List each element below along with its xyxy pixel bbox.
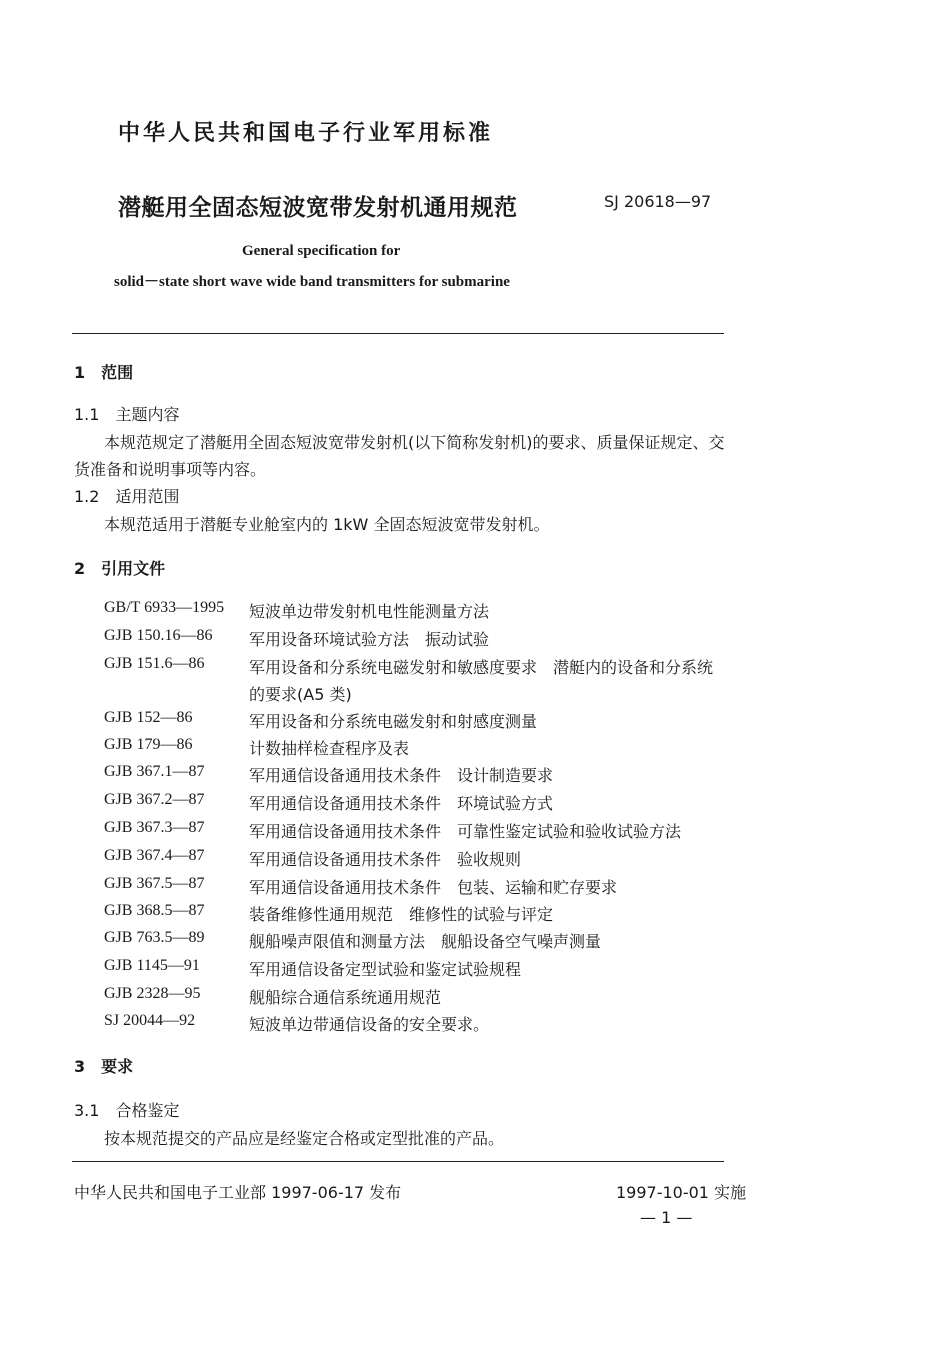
reference-title: 军用设备环境试验方法 振动试验 xyxy=(249,630,490,649)
reference-code: GJB 367.1—87 xyxy=(104,763,205,780)
reference-code: GJB 152—86 xyxy=(104,709,193,726)
reference-title: 短波单边带发射机电性能测量方法 xyxy=(249,602,490,621)
effective-date: 1997-10-01 实施 xyxy=(616,1183,747,1202)
reference-title: 军用通信设备通用技术条件 可靠性鉴定试验和验收试验方法 xyxy=(249,822,682,841)
section-1-1-heading: 1.1 主题内容 xyxy=(74,405,180,424)
reference-title-continued: 的要求(A5 类) xyxy=(249,685,352,704)
reference-title: 短波单边带通信设备的安全要求。 xyxy=(249,1015,490,1034)
reference-code: GB/T 6933—1995 xyxy=(104,599,225,616)
reference-title: 军用设备和分系统电磁发射和敏感度要求 潜艇内的设备和分系统 xyxy=(249,658,714,677)
standard-category: 中华人民共和国电子行业军用标准 xyxy=(118,121,494,146)
section-1-2-heading: 1.2 适用范围 xyxy=(74,487,180,506)
english-title-line1: General specification for xyxy=(242,243,401,259)
reference-code: GJB 151.6—86 xyxy=(104,655,205,672)
reference-code: GJB 367.5—87 xyxy=(104,875,205,892)
section-1-1-paragraph-line2: 货准备和说明事项等内容。 xyxy=(74,460,267,479)
reference-title: 舰船噪声限值和测量方法 舰船设备空气噪声测量 xyxy=(249,932,602,951)
header-divider xyxy=(72,333,724,334)
reference-code: GJB 367.3—87 xyxy=(104,819,205,836)
page-number: — 1 — xyxy=(640,1208,693,1227)
reference-code: SJ 20044—92 xyxy=(104,1012,196,1029)
section-2-heading: 2 引用文件 xyxy=(74,559,166,578)
section-1-heading: 1 范围 xyxy=(74,363,134,382)
document-title: 潜艇用全固态短波宽带发射机通用规范 xyxy=(118,195,518,221)
reference-code: GJB 179—86 xyxy=(104,736,193,753)
section-3-1-heading: 3.1 合格鉴定 xyxy=(74,1101,180,1120)
reference-code: GJB 2328—95 xyxy=(104,985,201,1002)
reference-code: GJB 367.4—87 xyxy=(104,847,205,864)
reference-code: GJB 763.5—89 xyxy=(104,929,205,946)
section-1-1-paragraph-line1: 本规范规定了潜艇用全固态短波宽带发射机(以下简称发射机)的要求、质量保证规定、交 xyxy=(104,433,725,452)
standard-number: SJ 20618—97 xyxy=(604,192,712,211)
section-1-2-paragraph: 本规范适用于潜艇专业舱室内的 1kW 全固态短波宽带发射机。 xyxy=(104,515,550,534)
reference-code: GJB 367.2—87 xyxy=(104,791,205,808)
issue-date: 中华人民共和国电子工业部 1997-06-17 发布 xyxy=(74,1183,402,1202)
reference-title: 军用通信设备定型试验和鉴定试验规程 xyxy=(249,960,522,979)
english-title-line2: solid－state short wave wide band transmitters for submarine xyxy=(114,274,510,290)
reference-title: 军用设备和分系统电磁发射和射感度测量 xyxy=(249,712,538,731)
reference-code: GJB 368.5—87 xyxy=(104,902,205,919)
reference-title: 军用通信设备通用技术条件 验收规则 xyxy=(249,850,522,869)
reference-code: GJB 150.16—86 xyxy=(104,627,213,644)
reference-title: 计数抽样检查程序及表 xyxy=(249,739,410,758)
reference-title: 舰船综合通信系统通用规范 xyxy=(249,988,442,1007)
reference-title: 装备维修性通用规范 维修性的试验与评定 xyxy=(249,905,554,924)
reference-title: 军用通信设备通用技术条件 包装、运输和贮存要求 xyxy=(249,878,618,897)
reference-code: GJB 1145—91 xyxy=(104,957,200,974)
section-3-1-paragraph: 按本规范提交的产品应是经鉴定合格或定型批准的产品。 xyxy=(104,1129,505,1148)
reference-title: 军用通信设备通用技术条件 设计制造要求 xyxy=(249,766,554,785)
section-3-heading: 3 要求 xyxy=(74,1057,134,1076)
reference-title: 军用通信设备通用技术条件 环境试验方式 xyxy=(249,794,554,813)
footer-divider xyxy=(72,1161,724,1162)
